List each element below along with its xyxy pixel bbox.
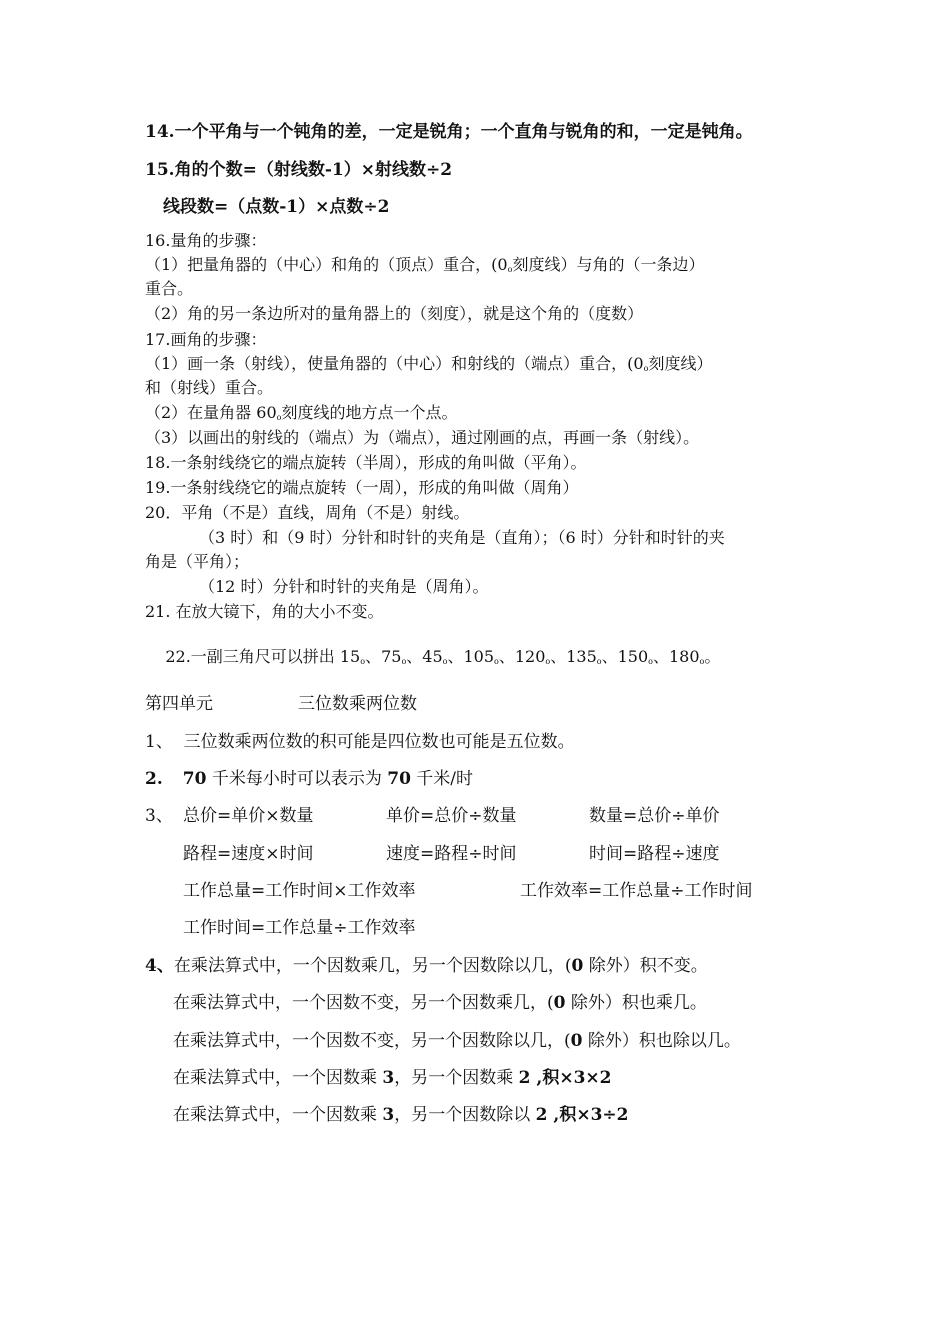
- line-16-step2: [145, 304, 643, 324]
- item-number: 4、: [145, 956, 174, 976]
- step-text: 和（射线）重合。: [145, 378, 274, 397]
- line-18: [145, 453, 586, 473]
- angle-value: 、75: [365, 647, 402, 666]
- degree-mark: o: [442, 657, 448, 666]
- formula-distance: [183, 844, 314, 864]
- step-text: 刻度线）: [648, 354, 713, 373]
- rule-result: ,积×3÷2: [547, 1105, 629, 1125]
- unit-line-4b: [173, 993, 707, 1013]
- unit-line-2: [145, 769, 473, 789]
- speed-value: 70: [387, 769, 411, 789]
- unit-line-4c: [173, 1031, 741, 1051]
- step-text: 刻度线的地方点一个点。: [281, 403, 458, 422]
- degree-mark: o: [643, 364, 649, 373]
- rule-text: 在乘法算式中，一个因数乘: [173, 1068, 383, 1088]
- rule-text: 在乘法算式中，一个因数乘几，另一个因数除以几，(: [173, 956, 572, 976]
- angle-value: 、135: [550, 647, 597, 666]
- line-20-text: 20．平角（不是）直线，周角（不是）射线。: [145, 503, 470, 522]
- text: 千米/时: [410, 769, 474, 789]
- item-number: 2.: [145, 769, 163, 789]
- rule-text: 除外）积也除以几。: [582, 1031, 741, 1051]
- factor-value: 2: [518, 1068, 531, 1088]
- zero-value: 0: [570, 1031, 583, 1051]
- line-18-text: 18.一条射线绕它的端点旋转（半周），形成的角叫做（平角）。: [145, 453, 587, 472]
- line-17-step1-cont: [145, 378, 273, 398]
- line-17-text: 17.画角的步骤：: [145, 330, 267, 349]
- step-text: 重合。: [145, 279, 194, 298]
- rule-text: ，另一个因数乘: [394, 1068, 519, 1088]
- formula-text: 工作时间=工作总量÷工作效率: [183, 918, 416, 938]
- unit-title: [298, 694, 417, 714]
- rule-result: ,积×3×2: [530, 1068, 612, 1088]
- line-16: [145, 231, 266, 251]
- angle-value: 、45: [406, 647, 443, 666]
- angle-value: 、150: [601, 647, 649, 666]
- angle-value: 、120: [498, 647, 546, 666]
- line-15: [145, 160, 452, 180]
- degree-mark: o: [494, 657, 499, 666]
- formula-text: 时间=路程÷速度: [589, 844, 720, 864]
- zero-value: 0: [571, 956, 584, 976]
- line-15-segments: [163, 197, 389, 217]
- formula-work-efficiency: [520, 881, 753, 901]
- rule-text: ，另一个因数除以: [394, 1105, 536, 1125]
- formula-text: 工作效率=工作总量÷工作时间: [520, 881, 753, 901]
- formula-text: 单价=总价÷数量: [386, 806, 517, 826]
- step-text: （2）角的另一条边所对的量角器上的（刻度），就是这个角的（度数）: [145, 304, 644, 323]
- clock-text: 角是（平角）；: [145, 552, 250, 571]
- unit-line-4d: [173, 1068, 611, 1088]
- formula-work-total: [183, 881, 416, 901]
- formula-work-time: [183, 918, 416, 938]
- line-20-clock2: [199, 577, 488, 597]
- line-16-text: 16.量角的步骤：: [145, 231, 267, 250]
- formula-speed: [386, 844, 517, 864]
- unit-title-text: 三位数乘两位数: [298, 694, 417, 714]
- unit-heading: [145, 694, 213, 714]
- angle-value: 、180: [652, 647, 700, 666]
- line-22-text: 22.一副三角尺可以拼出 15: [165, 647, 361, 666]
- line-15-text: 15.角的个数=（射线数-1）×射线数÷2: [145, 160, 453, 180]
- formula-unit-price: [386, 806, 517, 826]
- line-17-step3: [145, 428, 699, 448]
- rule-text: 在乘法算式中，一个因数不变，另一个因数除以几，(: [173, 1031, 571, 1051]
- line-14: [145, 122, 753, 142]
- line-21: [145, 602, 384, 622]
- step-text: （3）以画出的射线的（端点）为（端点），通过刚画的点，再画一条（射线）。: [145, 428, 700, 447]
- line-16-step1-cont: [145, 279, 193, 299]
- formula-quantity: [589, 806, 720, 826]
- line-15b-text: 线段数=（点数-1）×点数÷2: [163, 197, 390, 217]
- formula-text: 数量=总价÷单价: [589, 806, 720, 826]
- step-text: （1）把量角器的（中心）和角的（顶点）重合，(0: [145, 255, 508, 274]
- degree-mark: o: [596, 657, 602, 666]
- line-19-text: 19.一条射线绕它的端点旋转（一周），形成的角叫做（周角）: [145, 478, 579, 497]
- formula-text: 路程=速度×时间: [183, 844, 314, 864]
- factor-value: 3: [382, 1068, 395, 1088]
- unit-line-1-text: 1、 三位数乘两位数的积可能是四位数也可能是五位数。: [145, 732, 575, 752]
- step-text: （2）在量角器 60: [145, 403, 277, 422]
- rule-text: 在乘法算式中，一个因数不变，另一个因数乘几，(: [173, 993, 554, 1013]
- period: 。: [704, 647, 721, 666]
- unit-line-4e: [173, 1105, 628, 1125]
- clock-text: （3 时）和（9 时）分针和时针的夹角是（直角）；（6 时）分针和时针的夹: [199, 528, 725, 547]
- line-21-text: 21. 在放大镜下，角的大小不变。: [145, 602, 384, 621]
- line-19: [145, 478, 578, 498]
- angle-value: 、105: [447, 647, 495, 666]
- degree-mark: o: [401, 657, 407, 666]
- degree-mark: o: [276, 413, 282, 422]
- line-20-clock-cont: [145, 552, 249, 572]
- unit-line-4a: [145, 956, 708, 976]
- degree-mark: o: [545, 657, 551, 666]
- rule-text: 除外）积也乘几。: [565, 993, 707, 1013]
- unit-line-1: [145, 732, 575, 752]
- formula-text: 速度=路程÷时间: [386, 844, 517, 864]
- step-text: 刻度线）与角的（一条边）: [512, 255, 705, 274]
- degree-mark: o: [648, 657, 653, 666]
- step-text: （1）画一条（射线），使量角器的（中心）和射线的（端点）重合，(0: [145, 354, 644, 373]
- line-20: [145, 503, 469, 523]
- rule-text: 在乘法算式中，一个因数乘: [173, 1105, 383, 1125]
- line-17-step1: [145, 354, 712, 379]
- line-20-clock: [199, 528, 725, 548]
- formula-text: 总价=单价×数量: [183, 806, 314, 826]
- factor-value: 3: [382, 1105, 395, 1125]
- rule-text: 除外）积不变。: [583, 956, 708, 976]
- item-number: 3、: [145, 806, 173, 826]
- clock-text: （12 时）分针和时针的夹角是（周角）。: [199, 577, 489, 596]
- formula-text: 工作总量=工作时间×工作效率: [183, 881, 416, 901]
- line-14-text: 14.一个平角与一个钝角的差，一定是锐角；一个直角与锐角的和，一定是钝角。: [145, 122, 753, 142]
- formula-time: [589, 844, 720, 864]
- unit-line-3-num: [145, 806, 173, 826]
- zero-value: 0: [553, 993, 566, 1013]
- speed-value: 70: [182, 769, 207, 789]
- line-22: [145, 627, 720, 692]
- formula-total-price: [183, 806, 314, 826]
- degree-mark: o: [507, 265, 513, 274]
- degree-mark: o: [699, 657, 705, 666]
- text: 千米每小时可以表示为: [206, 769, 388, 789]
- line-16-step1: [145, 255, 704, 280]
- line-17-step2: [145, 403, 457, 428]
- degree-mark: o: [360, 657, 366, 666]
- line-17: [145, 330, 266, 350]
- unit-label: 第四单元: [145, 694, 213, 714]
- factor-value: 2: [535, 1105, 548, 1125]
